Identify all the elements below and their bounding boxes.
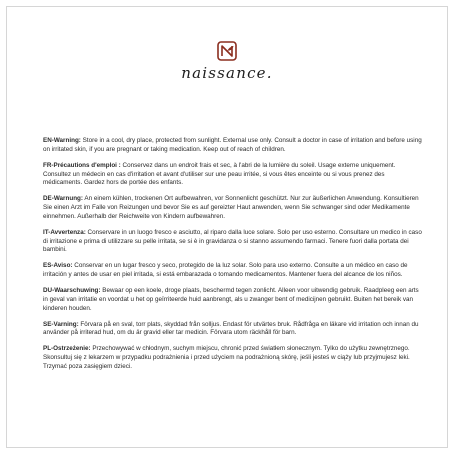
warning-text: An einem kühlen, trockenen Ort aufbewahren, vor Sonnenlicht geschützt. Nur zur äußerlichen Anwendung. Konsultieren Sie einen Arzt im Falle von Reizungen und bevor Sie es auf gereizter Haut anwenden, wenn Sie schwanger sind oder Medikamente einnehmen. Außerhalb der Reichweite von Kindern aufbewahren.: [43, 195, 419, 220]
brand-logo: [7, 41, 447, 82]
warning-text: Bewaar op een koele, droge plaats, beschermd tegen zonlicht. Alleen voor uitwendig gebruik. Raadpleeg een arts in geval van irritatie en voordat u het op geïrriteerde huid aanbrengt, als u zwanger bent of medicijnen gebruikt. Buiten het bereik van kinderen houden.: [43, 287, 419, 312]
warning-label: DE-Warnung:: [43, 195, 83, 203]
warning-label: ES-Aviso:: [43, 262, 73, 270]
warning-label: PL-Ostrzeżenie:: [43, 345, 91, 353]
warning-text: Conservare in un luogo fresco e asciutto, al riparo dalla luce solare. Solo per uso esterno. Consultare un medico in caso di irritazione e prima di utilizzare su pelle irritata, se si è in gravidanza o si stanno assumendo farmaci. Tenere fuori dalla portata dei bambini.: [43, 228, 422, 254]
warning-text: Förvara på en sval, torr plats, skyddad från solljus. Endast för utvärtes bruk. Rådfråga en läkare vid irritation och innan du använder på irriterad hud, om du är gravid eller tar medicin. Förvara utom räckhåll för barn.: [43, 320, 419, 337]
warning-du: [43, 287, 425, 313]
warnings-list: [43, 137, 425, 379]
brand-name: naissance.: [181, 64, 273, 82]
warning-label: IT-Avvertenza:: [43, 228, 86, 236]
warning-de: [43, 195, 425, 221]
warning-en: [43, 137, 425, 154]
warning-it: [43, 229, 425, 255]
warning-fr: [43, 162, 425, 188]
warning-pl: [43, 345, 425, 371]
warning-text: Conservar en un lugar fresco y seco, protegido de la luz solar. Solo para uso externo. Consulte a un médico en caso de irritación y antes de usar en piel irritada, si está embarazada o tomando medicamentos. Mantener fuera del alcance de los niños.: [43, 262, 408, 278]
warning-se: [43, 321, 425, 338]
warning-label: FR-Précautions d'emploi :: [43, 161, 121, 169]
warning-label: DU-Waarschuwing:: [43, 287, 101, 295]
warning-label: SE-Varning:: [43, 320, 79, 328]
warning-es: [43, 262, 425, 279]
warning-text: Store in a cool, dry place, protected from sunlight. External use only. Consult a doctor in case of irritation and before using on irritated skin, if you are pregnant or taking medication. Keep out of reach of children.: [43, 137, 422, 153]
warning-text: Conservez dans un endroit frais et sec, à l'abri de la lumière du soleil. Usage externe uniquement. Consultez un médecin en cas d'irritation et avant d'utiliser sur une peau irritée, si vous êtes enceinte ou si vous prenez des médicaments. Gardez hors de portée des enfants.: [43, 161, 396, 187]
label-panel: [6, 6, 448, 448]
warning-label: EN-Warning:: [43, 137, 81, 144]
warning-text: Przechowywać w chłodnym, suchym miejscu, chronić przed światłem słonecznym. Tylko do użytku zewnętrznego. Skonsultuj się z lekarzem w przypadku podrażnienia i przed użyciem na podrażnioną skórę, jeśli jesteś w ciąży lub przyjmujesz leki. Trzymać poza zasięgiem dzieci.: [43, 345, 410, 370]
naissance-leaf-logo-icon: [217, 41, 237, 61]
